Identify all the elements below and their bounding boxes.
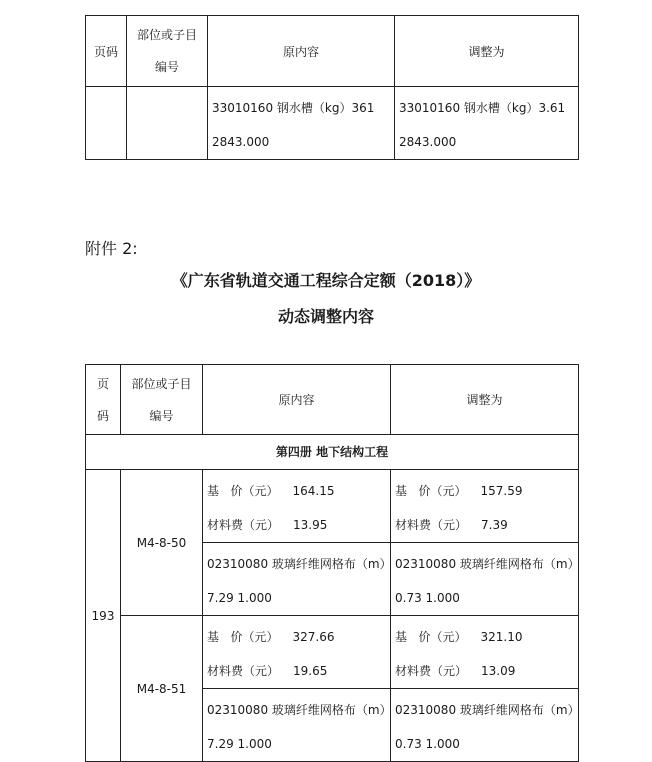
adjusted-material [391,689,579,762]
header-original: 原内容 [203,365,391,435]
row-adjusted [395,87,579,160]
base-label2: 价（元） [230,484,279,498]
material-value: 13.95 [293,518,328,532]
base-label2: 价（元） [418,484,467,498]
adjusted-base-price [391,616,579,689]
base-value: 157.59 [480,484,523,498]
document-title: 《广东省轨道交通工程综合定额（2018）》 [171,271,481,290]
material-value: 19.65 [293,664,328,678]
base-label2: 价（元） [230,630,279,644]
table-1 [85,15,579,160]
header-adjusted: 调整为 [391,365,579,435]
row-adjusted-line1: 33010160 钢水槽（kg）3.61 [399,101,566,115]
page-number: 193 [86,470,121,762]
item-code: M4-8-51 [121,616,203,762]
material-label: 材料费（元） [207,664,280,678]
material-label: 材料费（元） [395,518,468,532]
table-1-header-row [86,16,579,87]
table-row [86,470,579,543]
base-label2: 价（元） [418,630,467,644]
header-item [121,365,203,435]
base-label: 基 [207,484,220,498]
base-value: 327.66 [292,630,335,644]
material-line2: 7.29 1.000 [207,737,272,751]
header-item [127,16,208,87]
header-page-line2: 码 [96,408,109,423]
base-label: 基 [207,630,220,644]
table-row [86,616,579,689]
row-item [127,87,208,160]
material-label: 材料费（元） [207,518,280,532]
row-original-line1: 33010160 钢水槽（kg）361 [212,101,375,115]
material-line2: 0.73 1.000 [395,591,460,605]
material-line1: 02310080 玻璃纤维网格布（m） [395,703,580,717]
row-original-line2: 2843.000 [212,135,270,149]
material-line1: 02310080 玻璃纤维网格布（m） [207,557,392,571]
section-title: 第四册 地下结构工程 [86,435,579,470]
header-item-line2: 编号 [149,408,174,423]
row-adjusted-line2: 2843.000 [399,135,457,149]
base-value: 321.10 [480,630,523,644]
attachment-label: 附件 2: [85,239,138,258]
row-page [86,87,127,160]
base-label: 基 [395,630,408,644]
table-2-header-row [86,365,579,435]
table-2 [85,364,579,762]
header-page: 页码 [86,16,127,87]
material-line1: 02310080 玻璃纤维网格布（m） [207,703,392,717]
section-row [86,435,579,470]
original-base-price [203,616,391,689]
header-page [86,365,121,435]
header-item-line2: 编号 [154,60,179,74]
header-item-line1: 部位或子目 [136,28,197,42]
header-page-line1: 页 [96,376,109,391]
item-code: M4-8-50 [121,470,203,616]
original-base-price [203,470,391,543]
material-label: 材料费（元） [395,664,468,678]
original-material [203,689,391,762]
header-item-line1: 部位或子目 [131,376,192,391]
adjusted-material [391,543,579,616]
material-line2: 7.29 1.000 [207,591,272,605]
base-label: 基 [395,484,408,498]
table-row [86,87,579,160]
row-original [208,87,395,160]
material-value: 13.09 [481,664,516,678]
document-subtitle: 动态调整内容 [277,307,374,326]
base-value: 164.15 [292,484,335,498]
header-original: 原内容 [208,16,395,87]
header-adjusted: 调整为 [395,16,579,87]
material-line2: 0.73 1.000 [395,737,460,751]
material-line1: 02310080 玻璃纤维网格布（m） [395,557,580,571]
original-material [203,543,391,616]
adjusted-base-price [391,470,579,543]
material-value: 7.39 [481,518,508,532]
